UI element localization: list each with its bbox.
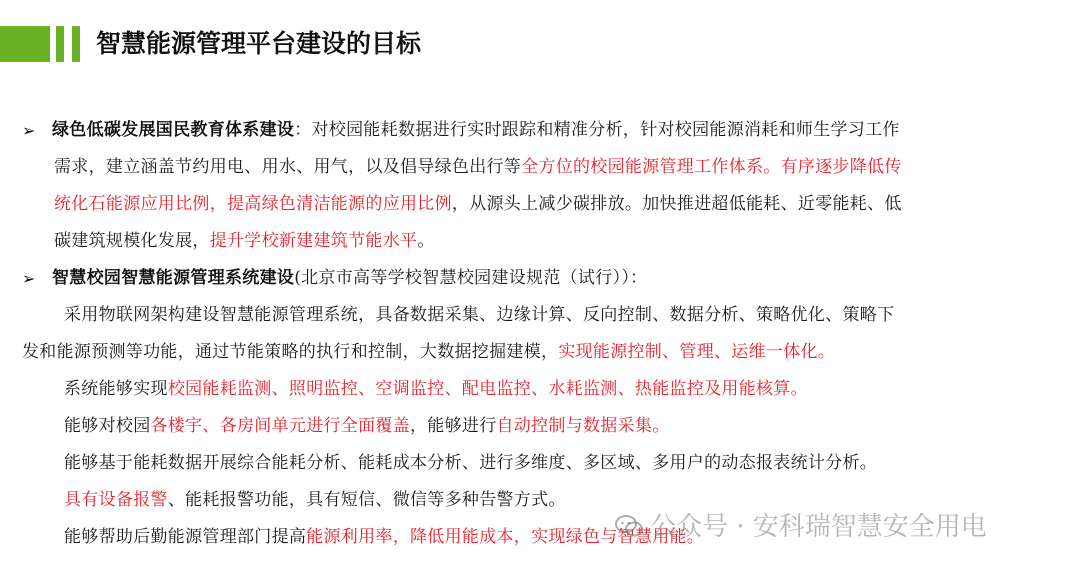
section2-heading-line: [52, 267, 647, 289]
green-stripe-decoration: [72, 26, 80, 62]
section2-highlight: 具有设备报警: [64, 490, 168, 510]
section2-para2: [22, 341, 835, 363]
watermark: [614, 506, 987, 543]
section2-para4: [64, 415, 670, 437]
section1-text: 需求，建立涵盖节约用电、用水、用气，以及倡导绿色出行等: [54, 157, 522, 177]
section2-highlight: 实现能源控制、管理、运维一体化。: [558, 342, 836, 362]
section1-text: 碳建筑规模化发展，: [54, 231, 210, 251]
section2-para6: [64, 489, 566, 511]
section2-text: 能够对校园: [64, 416, 151, 436]
section2-text: 发和能源预测等功能，通过节能策略的执行和控制，大数据挖掘建模，: [22, 342, 559, 362]
section2-highlight: 自动控制与数据采集。: [496, 416, 670, 436]
section1-text: ，从源头上减少碳排放。加快推进超低能耗、近零能耗、低: [451, 194, 902, 214]
page-title: 智慧能源管理平台建设的目标: [96, 29, 422, 58]
arrow-bullet-icon: ➢: [22, 121, 36, 140]
section2-para1: 采用物联网架构建设智慧能源管理系统，具备数据采集、边缘计算、反向控制、数据分析、策略优化、策略下: [64, 305, 895, 325]
section2-highlight: 校园能耗监测、照明监控、空调监控、配电监控、水耗监测、热能监控及用能核算。: [167, 379, 808, 399]
section2-text: 能够帮助后勤能源管理部门提高: [64, 527, 307, 547]
section2-highlight: 能源利用率，降低用能成本，实现绿色与智慧用能。: [306, 527, 705, 547]
section2-para7: [64, 526, 704, 548]
section1-highlight: 提升学校新建建筑节能水平: [209, 231, 418, 251]
green-bar-decoration: [0, 26, 50, 62]
section1-line1: [52, 119, 900, 141]
arrow-bullet-icon: ➢: [22, 269, 36, 288]
green-stripe-decoration: [56, 26, 64, 62]
section2-text: 、能耗报警功能，具有短信、微信等多种告警方式。: [167, 490, 566, 510]
section1-highlight: 统化石能源应用比例，提高绿色清洁能源的应用比例: [54, 194, 452, 214]
wechat-icon: [614, 514, 644, 538]
section1-text: ：对校园能耗数据进行实时跟踪和精准分析，针对校园能源消耗和师生学习工作: [294, 120, 900, 140]
section2-heading: 智慧校园智慧能源管理系统建设: [52, 268, 295, 288]
title-banner: [0, 26, 1080, 62]
section1-highlight: 全方位的校园能源管理工作体系。有序逐步降低传: [521, 157, 902, 177]
section1-line4: [54, 230, 435, 252]
section1-line2: [54, 156, 902, 178]
section2-heading-note: (北京市高等学校智慧校园建设规范（试行））：: [294, 268, 648, 288]
section2-text: ，能够进行: [410, 416, 497, 436]
section2-highlight: 各楼宇、各房间单元进行全面覆盖: [150, 416, 410, 436]
section1-line3: [54, 193, 902, 215]
section2-para5: 能够基于能耗数据开展综合能耗分析、能耗成本分析、进行多维度、多区域、多用户的动态报表统计分析。: [64, 453, 878, 473]
watermark-text: 公众号 · 安科瑞智慧安全用电: [650, 512, 987, 542]
section2-text: 系统能够实现: [64, 379, 168, 399]
section2-para3: [64, 378, 808, 400]
section1-text: 。: [417, 231, 435, 251]
section1-heading: 绿色低碳发展国民教育体系建设: [52, 120, 295, 140]
